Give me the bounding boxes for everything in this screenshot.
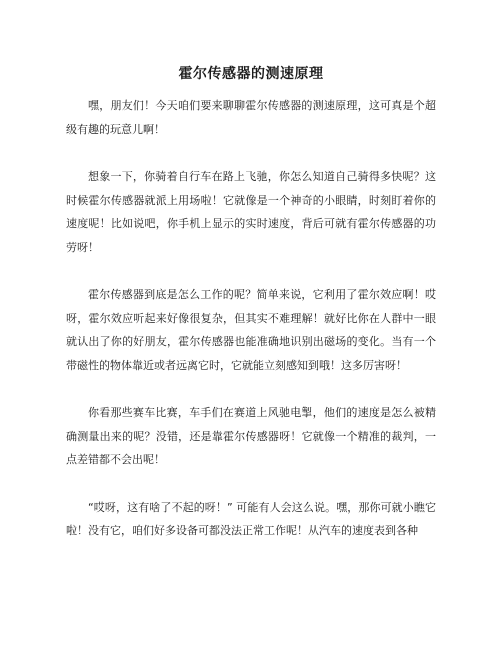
paragraph-bicycle-example: 想象一下，你骑着自行车在路上飞驰，你怎么知道自己骑得多快呢？这时候霍尔传感器就派上用场啦！它就像是一个神奇的小眼睛，时刻盯着你的速度呢！比如说吧，你手机上显示的实时速度，背后可就有霍尔传感器的功劳呀！: [66, 170, 436, 254]
paragraph-intro: 嘿，朋友们！今天咱们要来聊聊霍尔传感器的测速原理，这可真是个超级有趣的玩意儿啊！: [66, 99, 436, 136]
paragraph-importance: “哎呀，这有啥了不起的呀！” 可能有人会这么说。嘿，那你可就小瞧它啦！没有它，咱们好多设备可都没法正常工作呢！从汽车的速度表到各种: [66, 500, 436, 537]
paragraph-hall-effect: 霍尔传感器到底是怎么工作的呢？简单来说，它利用了霍尔效应啊！哎呀，霍尔效应听起来好像很复杂，但其实不难理解！就好比你在人群中一眼就认出了你的好朋友，霍尔传感器也能准确地识别出磁场的变化。当有一个带磁性的物体靠近或者远离它时，它就能立刻感知到哦！这多厉害呀！: [66, 288, 436, 372]
paragraph-racing-example: 你看那些赛车比赛，车手们在赛道上风驰电掣，他们的速度是怎么被精确测量出来的呢？没错，还是靠霍尔传感器呀！它就像一个精准的裁判，一点差错都不会出呢！: [66, 406, 436, 466]
document-body: [66, 94, 436, 567]
document-title: 霍尔传感器的测速原理: [178, 66, 324, 82]
